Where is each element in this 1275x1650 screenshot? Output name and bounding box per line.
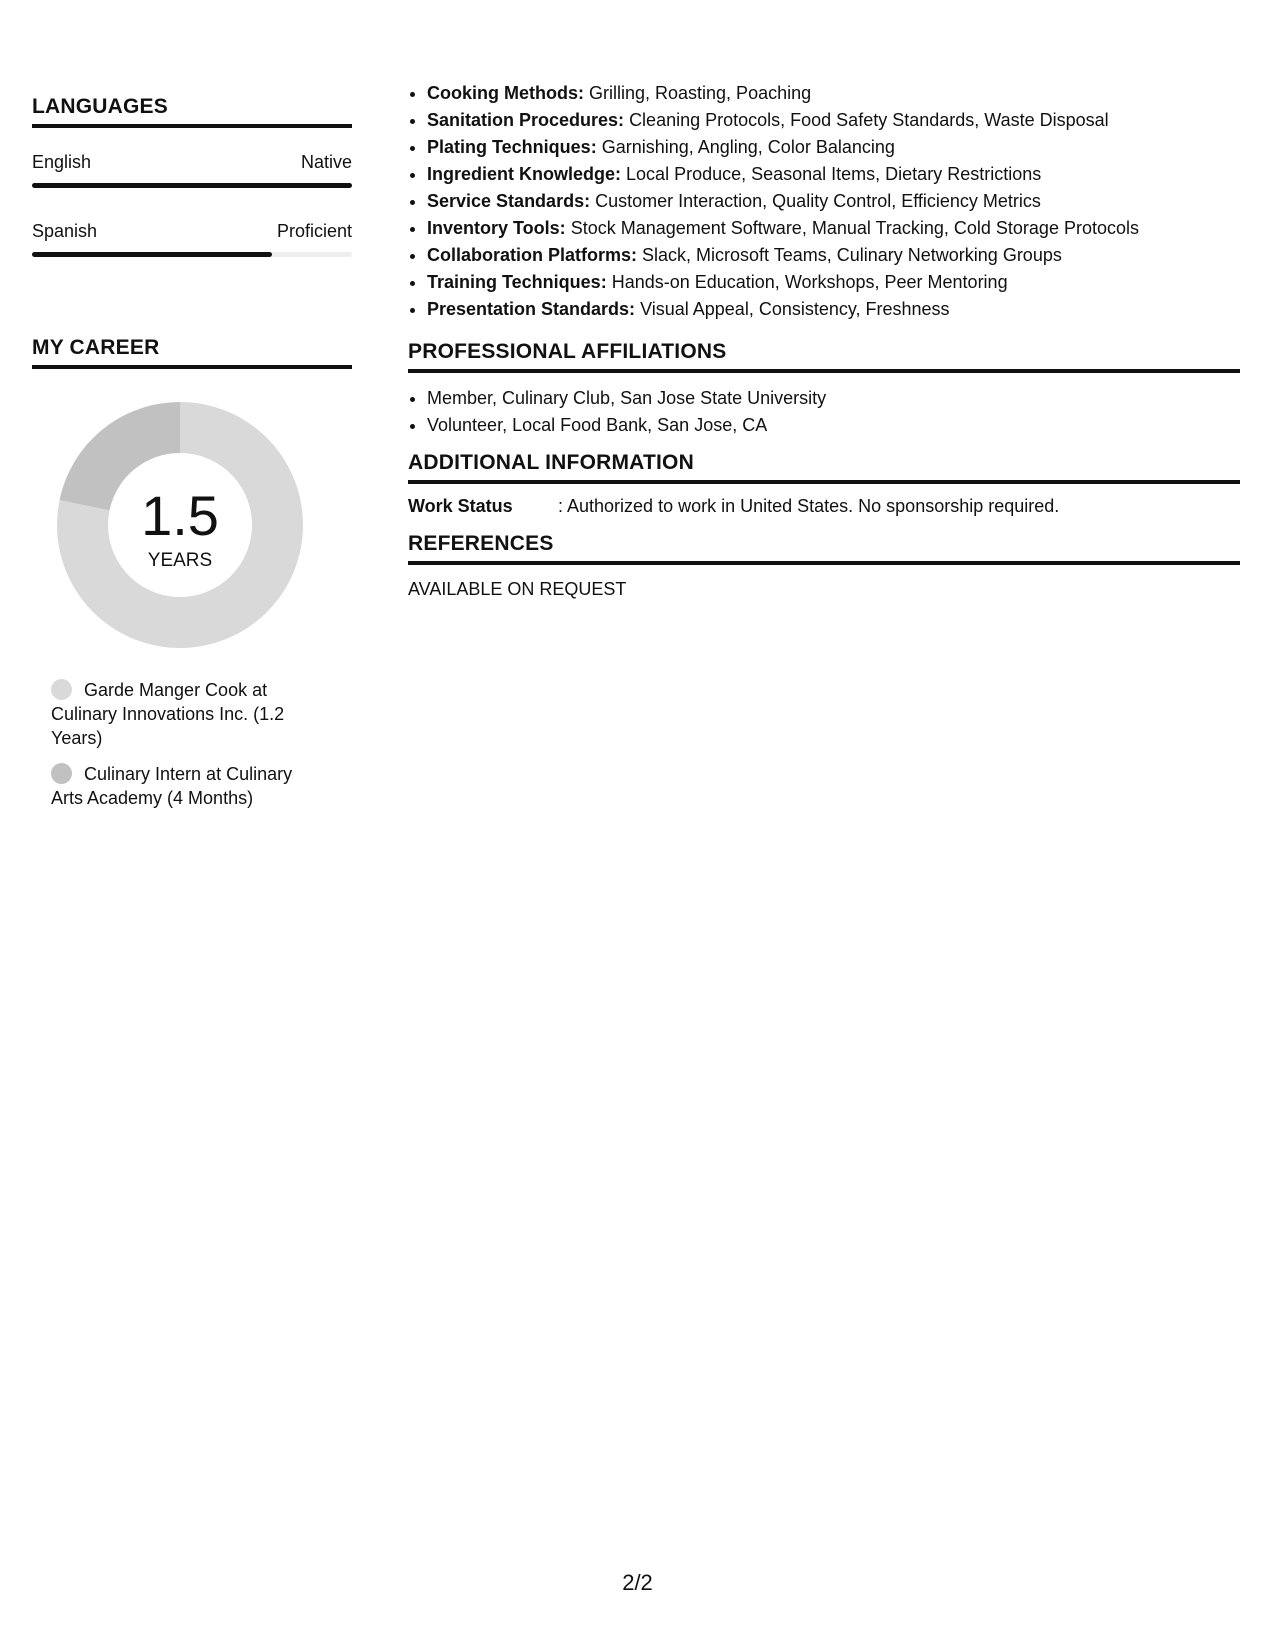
references-section <box>408 532 1240 600</box>
skill-value: Grilling, Roasting, Poaching <box>589 83 812 103</box>
legend-item <box>51 762 321 810</box>
career-title: MY CAREER <box>32 336 352 369</box>
skill-label: Collaboration Platforms: <box>427 245 638 265</box>
list-item <box>427 107 1247 134</box>
language-level: Proficient <box>276 221 352 241</box>
work-status-key: Work Status <box>408 496 513 516</box>
page-number: 2/2 <box>622 1570 653 1595</box>
skill-value: Hands-on Education, Workshops, Peer Mentoring <box>611 272 1008 292</box>
list-item <box>427 296 1247 323</box>
skill-label: Training Techniques: <box>427 272 607 292</box>
work-status-row <box>408 496 1240 517</box>
language-bar-fill <box>32 252 272 257</box>
career-legend <box>51 678 321 822</box>
skill-label: Plating Techniques: <box>427 137 597 157</box>
skill-value: Slack, Microsoft Teams, Culinary Networking Groups <box>642 245 1062 265</box>
list-item <box>427 242 1247 269</box>
career-donut-chart <box>57 402 303 648</box>
skills-list <box>408 80 1247 323</box>
skill-label: Presentation Standards: <box>427 299 636 319</box>
legend-item <box>51 678 321 750</box>
list-item: • Volunteer, Local Food Bank, San Jose, CA <box>427 412 1240 439</box>
language-name: Spanish <box>32 221 98 241</box>
work-status-value: : Authorized to work in United States. No sponsorship required. <box>558 496 1060 516</box>
skill-value: Visual Appeal, Consistency, Freshness <box>640 299 950 319</box>
skill-value: Garnishing, Angling, Color Balancing <box>601 137 895 157</box>
list-item <box>427 134 1247 161</box>
skill-value: Local Produce, Seasonal Items, Dietary Restrictions <box>626 164 1042 184</box>
list-item <box>427 188 1247 215</box>
career-total-unit: YEARS <box>147 550 213 571</box>
affiliations-list <box>408 385 1240 439</box>
affiliations-section <box>408 340 1240 439</box>
legend-dot <box>51 679 72 700</box>
language-bar-track <box>32 183 352 188</box>
donut-center <box>57 402 303 648</box>
skill-value: Customer Interaction, Quality Control, Efficiency Metrics <box>595 191 1041 211</box>
legend-dot <box>51 763 72 784</box>
list-item <box>427 161 1247 188</box>
language-bar-track <box>32 252 352 257</box>
language-row-english <box>32 152 352 188</box>
legend-label: Culinary Intern at Culinary Arts Academy (4 Months) <box>51 764 293 808</box>
languages-section <box>32 95 352 128</box>
career-total-value: 1.5 <box>141 484 219 547</box>
skill-label: Ingredient Knowledge: <box>427 164 622 184</box>
language-name: English <box>32 152 92 172</box>
career-section <box>32 336 352 369</box>
references-title: REFERENCES <box>408 532 1240 565</box>
legend-label: Garde Manger Cook at Culinary Innovations Inc. (1.2 Years) <box>51 680 285 748</box>
affiliations-title: PROFESSIONAL AFFILIATIONS <box>408 340 1240 373</box>
list-item <box>427 269 1247 296</box>
language-level: Native <box>300 152 352 172</box>
skill-value: Cleaning Protocols, Food Safety Standards, Waste Disposal <box>629 110 1109 130</box>
additional-info-title: ADDITIONAL INFORMATION <box>408 451 1240 484</box>
list-item <box>427 80 1247 107</box>
skill-label: Sanitation Procedures: <box>427 110 625 130</box>
additional-info-section <box>408 451 1240 517</box>
list-item <box>427 215 1247 242</box>
skill-label: Service Standards: <box>427 191 591 211</box>
skill-label: Inventory Tools: <box>427 218 566 238</box>
list-item: • Member, Culinary Club, San Jose State University <box>427 385 1240 412</box>
references-text: AVAILABLE ON REQUEST <box>408 579 627 599</box>
skill-label: Cooking Methods: <box>427 83 584 103</box>
languages-title: LANGUAGES <box>32 95 352 128</box>
language-bar-fill <box>32 183 352 188</box>
language-row-spanish <box>32 221 352 257</box>
skill-value: Stock Management Software, Manual Tracking, Cold Storage Protocols <box>570 218 1139 238</box>
